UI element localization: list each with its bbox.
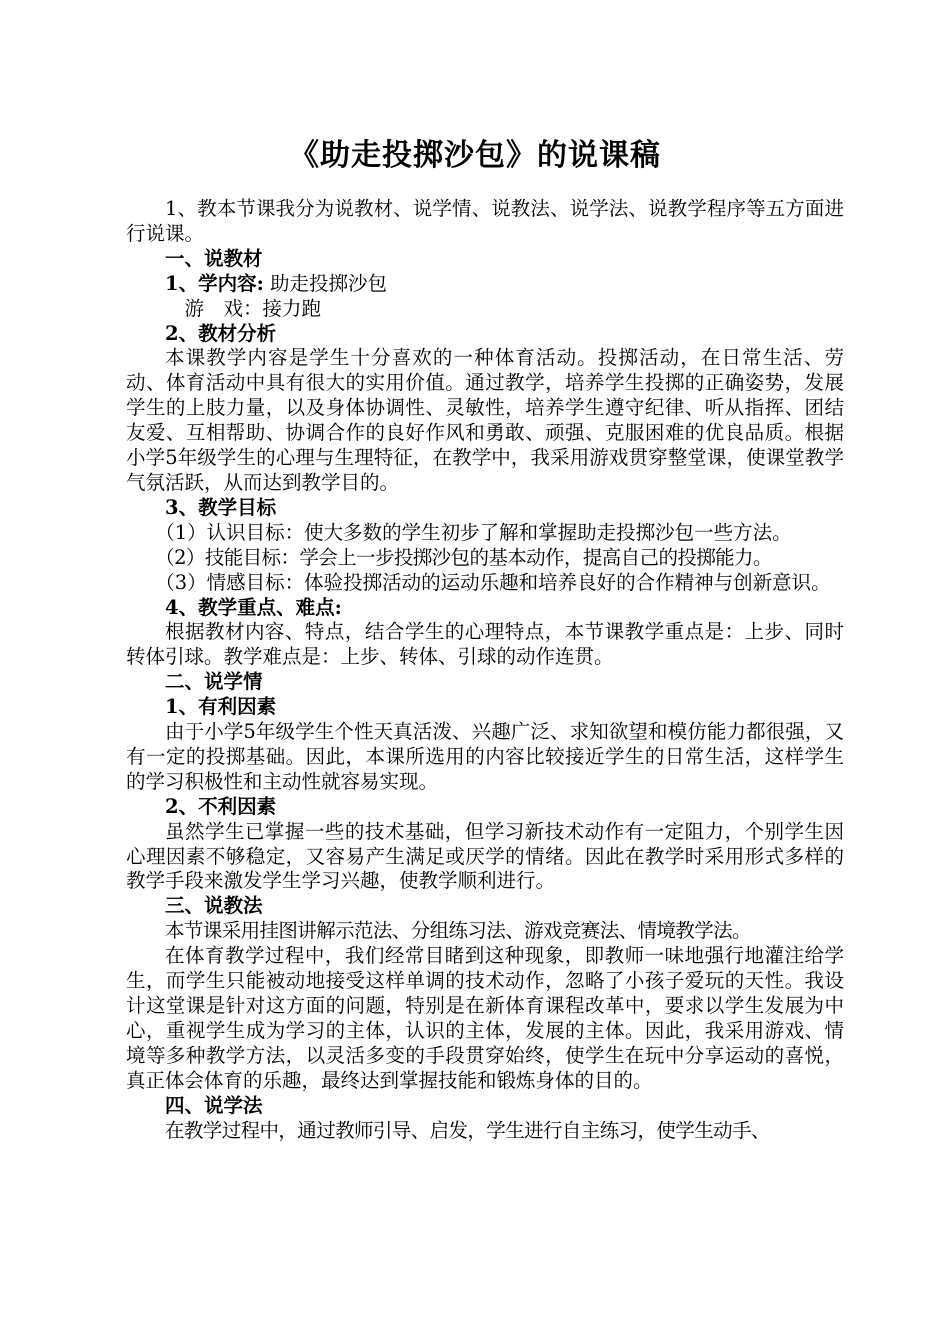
unfavorable-paragraph: 虽然学生已掌握一些的技术基础，但学习新技术动作有一定阻力，个别学生因心理因素不够稳定，又容易产生满足或厌学的情绪。因此在教学时采用形式多样的教学手段来激发学生学习兴趣，使教学顺利进行。	[126, 819, 844, 893]
content-label: 1、学内容:	[165, 271, 264, 295]
document-title: 《助走投掷沙包》的说课稿	[289, 138, 661, 173]
goals-heading: 3、教学目标	[165, 495, 277, 519]
study-paragraph: 在教学过程中，通过教师引导、启发，学生进行自主练习，使学生动手、	[165, 1118, 770, 1142]
analysis-heading: 2、教材分析	[165, 321, 277, 345]
section-heading-textbook: 一、说教材	[165, 246, 263, 270]
document-body	[126, 197, 844, 1143]
game-line: 游 戏：接力跑	[184, 296, 322, 320]
content-value: 助走投掷沙包	[263, 271, 387, 295]
goal-emotional: （3）情感目标：体验投掷活动的运动乐趣和培养良好的合作精神与创新意识。	[155, 570, 831, 594]
content-line	[126, 272, 844, 297]
key-points-paragraph: 根据教材内容、特点，结合学生的心理特点，本节课教学重点是：上步、同时转体引球。教学难点是：上步、转体、引球的动作连贯。	[126, 620, 844, 669]
intro-paragraph: 1、教本节课我分为说教材、说学情、说教法、说学法、说教学程序等五方面进行说课。	[126, 197, 844, 245]
section-heading-learners: 二、说学情	[165, 670, 263, 694]
methods-paragraph-2: 在体育教学过程中，我们经常目睹到这种现象，即教师一味地强行地灌注给学生，而学生只能被动地接受这样单调的技术动作，忽略了小孩子爱玩的天性。我设计这堂课是针对这方面的问题，特别是在新体育课程改革中，要求以学生发展为中心，重视学生成为学习的主体，认识的主体，发展的主体。因此，我采用游戏、情境等多种教学方法，以灵活多变的手段贯穿始终，使学生在玩中分享运动的喜悦，真正体会体育的乐趣，最终达到掌握技能和锻炼身体的目的。	[126, 944, 844, 1092]
methods-paragraph-1: 本节课采用挂图讲解示范法、分组练习法、游戏竞赛法、情境教学法。	[165, 919, 751, 943]
section-heading-methods: 三、说教法	[165, 894, 263, 918]
key-points-heading: 4、教学重点、难点:	[165, 595, 342, 619]
favorable-heading: 1、有利因素	[165, 695, 277, 719]
analysis-paragraph: 本课教学内容是学生十分喜欢的一种体育活动。投掷活动，在日常生活、劳动、体育活动中具有很大的实用价值。通过教学，培养学生投掷的正确姿势，发展学生的上肢力量，以及身体协调性、灵敏性，培养学生遵守纪律、听从指挥、团结友爱、互相帮助、协调合作的良好作风和勇敢、顽强、克服困难的优良品质。根据小学5年级学生的心理与生理特征，在教学中，我采用游戏贯穿整堂课，使课堂教学气氛活跃，从而达到教学目的。	[126, 346, 844, 494]
goal-cognitive: （1）认识目标：使大多数的学生初步了解和掌握助走投掷沙包一些方法。	[155, 520, 792, 544]
goal-skill: （2）技能目标：学会上一步投掷沙包的基本动作，提高自己的投掷能力。	[155, 545, 772, 569]
unfavorable-heading: 2、不利因素	[165, 794, 277, 818]
favorable-paragraph: 由于小学5年级学生个性天真活泼、兴趣广泛、求知欲望和模仿能力都很强，又有一定的投掷基础。因此，本课所选用的内容比较接近学生的日常生活，这样学生的学习积极性和主动性就容易实现。	[126, 720, 844, 793]
section-heading-study: 四、说学法	[165, 1093, 263, 1117]
